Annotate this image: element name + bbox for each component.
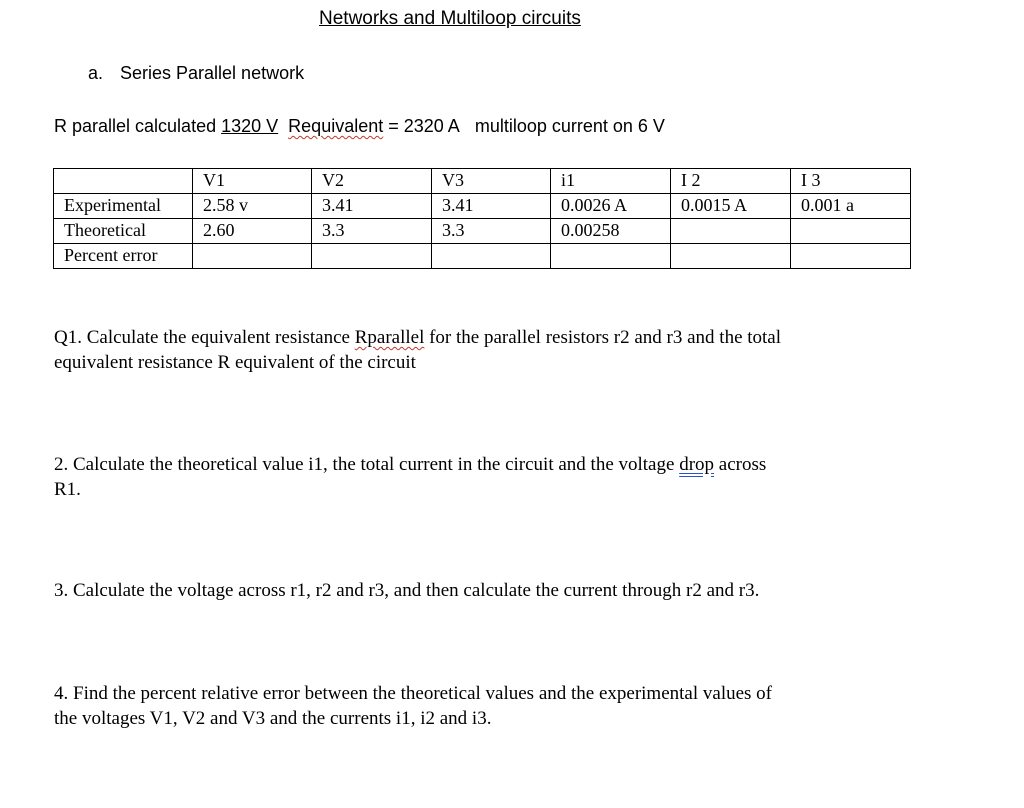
table-cell: 0.001 a <box>791 194 911 219</box>
table-cell <box>791 219 911 244</box>
table-cell <box>791 244 911 269</box>
r-parallel-value: 1320 V <box>221 116 279 136</box>
header-cell: I 3 <box>791 169 911 194</box>
spellcheck-flagged-word: Rparallel <box>354 327 425 348</box>
question-1-line-2: equivalent resistance R equivalent of the circuit <box>54 352 416 373</box>
section-label: Series Parallel network <box>120 63 305 83</box>
question-3-line-1: 3. Calculate the voltage across r1, r2 and r3, and then calculate the current through r2 and r3. <box>54 580 760 601</box>
table-cell: 2.58 v <box>193 194 312 219</box>
table-cell: 3.41 <box>312 194 432 219</box>
table-cell: 0.0015 A <box>671 194 791 219</box>
table-cell <box>671 244 791 269</box>
question-text: 2. Calculate the theoretical value i1, the total current in the circuit and the voltage <box>54 454 680 475</box>
table-cell: 0.00258 <box>551 219 671 244</box>
table-cell <box>551 244 671 269</box>
table-row <box>54 194 911 219</box>
question-2-line-2: R1. <box>54 479 81 500</box>
header-cell: i1 <box>551 169 671 194</box>
multiloop-text: multiloop current on 6 V <box>474 116 665 136</box>
section-heading <box>88 63 304 84</box>
question-2 <box>54 452 766 502</box>
document-title: Networks and Multiloop circuits <box>319 8 581 29</box>
header-cell: I 2 <box>671 169 791 194</box>
question-1-line-1 <box>54 325 781 350</box>
header-cell: V2 <box>312 169 432 194</box>
row-label: Experimental <box>54 194 193 219</box>
summary-line <box>54 116 665 137</box>
question-2-line-1 <box>54 452 766 477</box>
row-label: Theoretical <box>54 219 193 244</box>
table-header-row <box>54 169 911 194</box>
question-4-line-1: 4. Find the percent relative error between the theoretical values and the experimental values of <box>54 683 773 704</box>
question-text: for the parallel resistors r2 and r3 and the total <box>424 327 782 348</box>
r-equivalent-value: = 2320 A <box>383 116 460 136</box>
row-label: Percent error <box>54 244 193 269</box>
table-cell <box>312 244 432 269</box>
table-cell: 3.41 <box>432 194 551 219</box>
table-cell: 2.60 <box>193 219 312 244</box>
question-4 <box>54 681 772 731</box>
question-3 <box>54 578 759 603</box>
question-1 <box>54 325 781 375</box>
table-cell <box>432 244 551 269</box>
table-cell: 0.0026 A <box>551 194 671 219</box>
section-number: a. <box>88 63 104 83</box>
header-cell: V1 <box>193 169 312 194</box>
r-equivalent-label: Requivalent <box>288 116 384 136</box>
header-cell: V3 <box>432 169 551 194</box>
question-text: across <box>714 454 767 475</box>
question-4-line-2: the voltages V1, V2 and V3 and the currents i1, i2 and i3. <box>54 708 492 729</box>
question-text: Q1. Calculate the equivalent resistance <box>54 327 355 348</box>
table-cell: 3.3 <box>312 219 432 244</box>
results-table <box>53 168 911 269</box>
table-cell: 3.3 <box>432 219 551 244</box>
table-row <box>54 219 911 244</box>
r-parallel-label: R parallel calculated <box>54 116 222 136</box>
grammar-flagged-word: drop <box>679 454 715 475</box>
table-row <box>54 244 911 269</box>
table-cell <box>671 219 791 244</box>
table-cell <box>193 244 312 269</box>
header-cell <box>54 169 193 194</box>
